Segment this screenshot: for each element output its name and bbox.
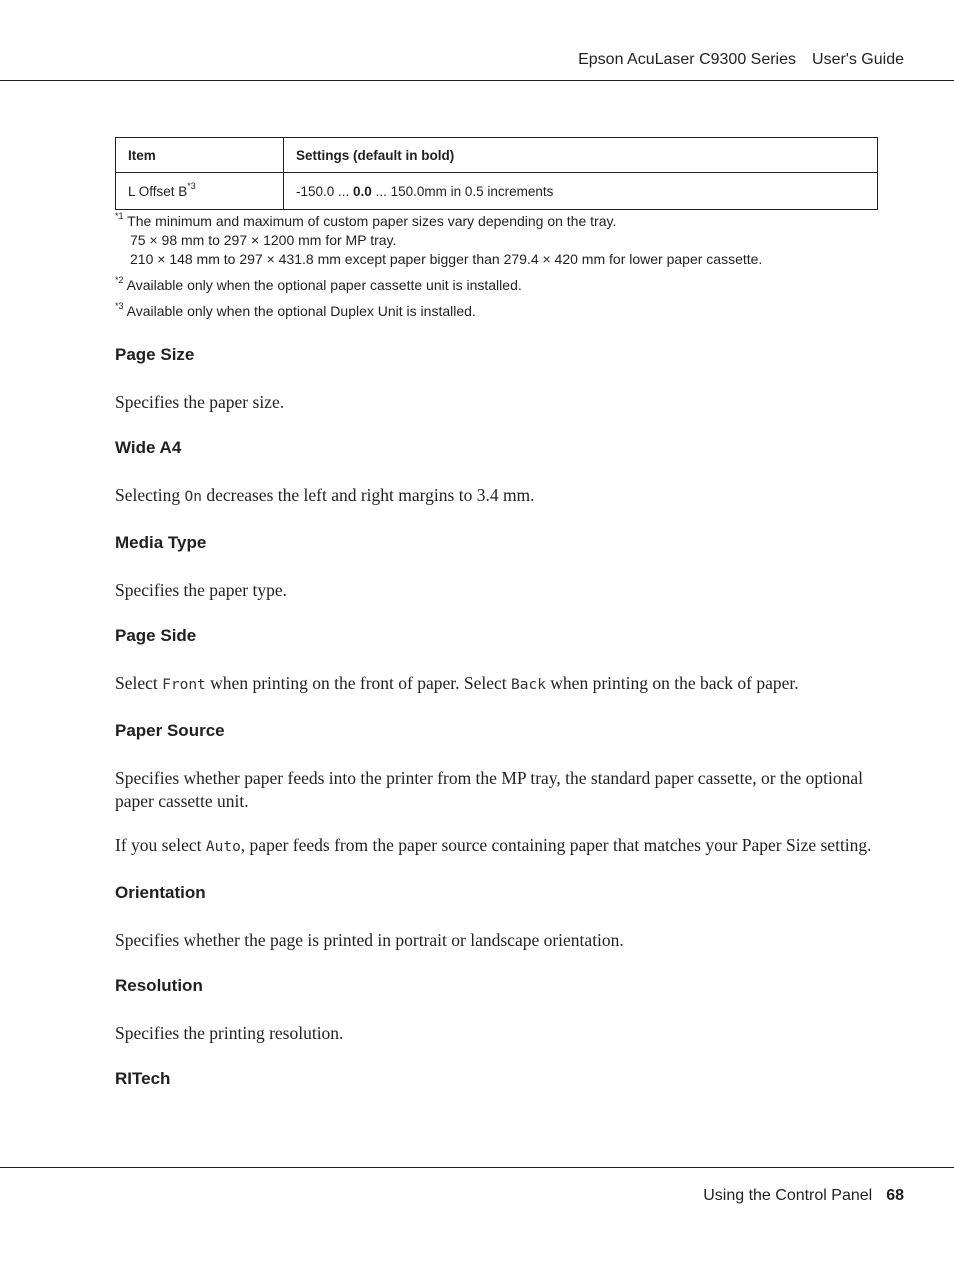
code-front: Front [162,677,206,693]
footnote-2: $^{*2}$ Available only when the optional paper cassette unit is installed. [115,275,522,293]
text-wide-a4: Selecting On decreases the left and right margins to 3.4 mm. [115,485,535,505]
footer-section: Using the Control Panel [703,1187,873,1204]
header-guide: User's Guide [812,51,904,68]
table-cell-item: L Offset $B^{*3}$ [116,173,284,210]
footnote-1: $^{*1}$ The minimum and maximum of custom paper sizes vary depending on the tray. 75 × 98 mm to 297 × 1200 mm for MP tray. 210 × 148 mm to 297 × 431.8 mm except paper bigger than 279.4 × 420 mm for lower paper cassette. [115,211,763,267]
footer-rule [0,1167,954,1168]
table-cell-value: -150.0 ... 0.0 ... 150.0mm in 0.5 increments [284,173,878,210]
heading-orientation: Orientation [115,883,206,902]
text-resolution: Specifies the printing resolution. [115,1023,344,1043]
heading-page-side: Page Side [115,626,197,645]
header-rule [0,80,954,81]
table-header-settings: Settings (default in bold) [284,138,878,173]
table-footnotes [115,212,895,328]
table-row [116,173,878,210]
heading-media-type: Media Type [115,533,207,552]
running-header [578,51,904,69]
text-page-size: Specifies the paper size. [115,392,285,412]
code-on: On [184,489,202,505]
main-content [115,343,885,1115]
text-page-side: Select Front when printing on the front of paper. Select Back when printing on the back of paper. [115,673,799,693]
table-header-row [116,138,878,173]
heading-wide-a4: Wide A4 [115,438,182,457]
text-media-type: Specifies the paper type. [115,580,288,600]
text-orientation: Specifies whether the page is printed in portrait or landscape orientation. [115,930,624,950]
footnote-3: $^{*3}$ Available only when the optional Duplex Unit is installed. [115,301,476,319]
heading-paper-source: Paper Source [115,721,225,740]
text-paper-source-1: Specifies whether paper feeds into the printer from the MP tray, the standard paper cassette, or the optional paper cassette unit. [115,768,864,811]
heading-resolution: Resolution [115,976,203,995]
settings-table [115,137,878,210]
page-number: 68 [886,1187,904,1204]
header-product: Epson AcuLaser C9300 Series [578,51,797,68]
table-header-item: Item [116,138,284,173]
code-auto: Auto [205,839,241,855]
text-paper-source-2: If you select Auto, paper feeds from the paper source containing paper that matches your Paper Size setting. [115,835,872,855]
heading-ritech: RITech [115,1069,171,1088]
running-footer [703,1187,904,1205]
heading-page-size: Page Size [115,345,195,364]
code-back: Back [511,677,546,693]
